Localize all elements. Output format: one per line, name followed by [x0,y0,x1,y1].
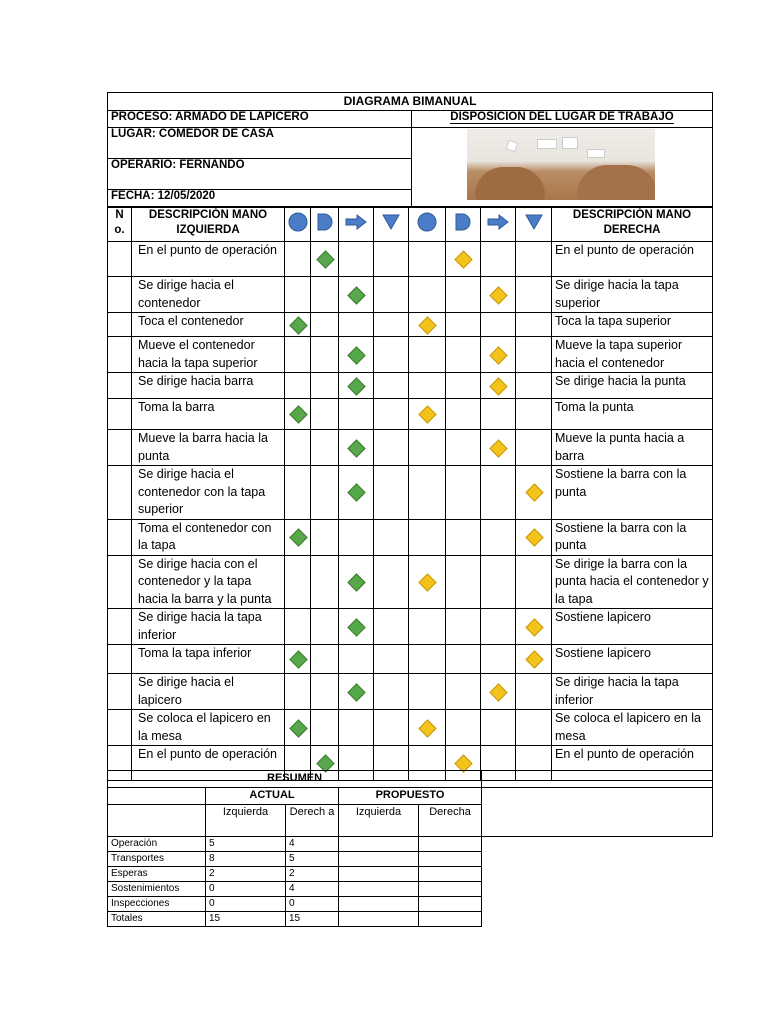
right-symbol-cell [481,277,516,313]
right-hand-description: Mueve la punta hacia a barra [552,430,713,466]
left-symbol-cell [311,373,339,399]
actual-header: ACTUAL [206,788,339,805]
table-row [108,337,713,373]
left-hand-description: Se dirige hacia el contenedor con la tapa superior [132,466,285,520]
right-hand-marker [489,286,507,304]
left-symbol-cell [374,645,409,674]
right-symbol-cell [409,555,446,609]
left-symbol-cell [311,313,339,337]
left-symbol-cell [285,519,311,555]
right-symbol-cell [446,710,481,746]
row-number [108,430,132,466]
right-hand-description: En el punto de operación [552,242,713,277]
left-hand-marker [289,316,307,334]
left-hand-description: Se dirige hacia el contenedor [132,277,285,313]
right-symbol-cell [481,674,516,710]
right-symbol-cell [446,519,481,555]
right-hand-description: Se dirige hacia la punta [552,373,713,399]
derecha-propuesto-header: Derecha [419,805,482,837]
left-hand-description: Se dirige hacia barra [132,373,285,399]
left-symbol-cell [311,242,339,277]
right-hand-marker [418,405,436,423]
right-symbol-cell [481,519,516,555]
right-symbol-cell [516,519,552,555]
summary-label: Operación [108,837,206,852]
row-number [108,242,132,277]
row-number [108,466,132,520]
left-symbol-cell [339,466,374,520]
left-symbol-cell [285,373,311,399]
row-number [108,710,132,746]
no-header: N o. [108,208,132,242]
izquierda-actual-header: Izquierda [206,805,286,837]
right-symbol-cell [516,337,552,373]
left-symbol-cell [311,399,339,430]
right-symbol-cell [516,466,552,520]
right-symbol-cell [446,399,481,430]
right-symbol-cell [446,373,481,399]
right-symbol-cell [409,242,446,277]
right-symbol-cell [409,337,446,373]
row-number [108,373,132,399]
table-header-row [108,208,713,242]
right-symbol-cell [516,373,552,399]
summary-derecha: 0 [286,897,339,912]
left-hand-marker [347,484,365,502]
left-symbol-cell [374,399,409,430]
summary-prop-izquierda [339,852,419,867]
left-symbol-cell [311,337,339,373]
left-hand-marker [289,528,307,546]
right-symbol-cell [481,337,516,373]
right-symbol-cell [409,277,446,313]
summary-row [108,852,713,867]
right-symbol-cell [516,277,552,313]
right-symbol-cell [446,609,481,645]
right-symbol-cell [409,645,446,674]
left-hand-marker [347,573,365,591]
left-symbol-cell [311,674,339,710]
left-hand-description: Se dirige hacia el lapicero [132,674,285,710]
summary-row [108,837,713,852]
right-symbol-cell [481,399,516,430]
left-symbol-cell [339,674,374,710]
right-symbol-cell [481,242,516,277]
summary-label: Transportes [108,852,206,867]
table-row [108,645,713,674]
left-symbol-cell [374,313,409,337]
summary-label: Sostenimientos [108,882,206,897]
row-number [108,555,132,609]
left-symbol-cell [311,645,339,674]
table-row [108,373,713,399]
left-symbol-cell [339,609,374,645]
left-symbol-cell [374,674,409,710]
summary-table [107,770,713,927]
right-symbol-cell [409,710,446,746]
resumen-title: RESUMEN [108,771,482,788]
right-symbol-cell [516,645,552,674]
right-hand-marker [489,683,507,701]
right-symbol-cell [516,242,552,277]
left-symbol-cell [285,242,311,277]
right-hand-marker [418,316,436,334]
left-symbol-cell [285,277,311,313]
table-row [108,674,713,710]
row-number [108,277,132,313]
right-symbol-cell [481,373,516,399]
summary-izquierda: 8 [206,852,286,867]
table-row [108,466,713,520]
right-symbol-cell [446,277,481,313]
left-symbol-cell [374,519,409,555]
right-symbol-cell [481,710,516,746]
left-symbol-cell [374,242,409,277]
left-hand-description: Se dirige hacia con el contenedor y la tapa hacia la barra y la punta [132,555,285,609]
proceso-label: PROCESO: ARMADO DE LAPICERO [108,111,412,128]
left-symbol-cell [285,430,311,466]
lugar-label: LUGAR: COMEDOR DE CASA [108,128,412,159]
summary-prop-izquierda [339,912,419,927]
right-hand-marker [525,484,543,502]
left-symbol-cell [311,277,339,313]
table-row [108,710,713,746]
summary-prop-izquierda [339,837,419,852]
summary-row [108,867,713,882]
right-hand-description: Sostiene lapicero [552,645,713,674]
right-symbol-cell [409,609,446,645]
left-hand-description: Toma la tapa inferior [132,645,285,674]
row-number [108,399,132,430]
summary-prop-derecha [419,852,482,867]
izquierda-propuesto-header: Izquierda [339,805,419,837]
right-hand-marker [489,377,507,395]
summary-label: Esperas [108,867,206,882]
right-symbol-cell [446,337,481,373]
left-symbol-cell [285,645,311,674]
right-symbol-cell [446,466,481,520]
right-hand-marker [525,618,543,636]
left-symbol-cell [285,710,311,746]
summary-blank [482,788,713,837]
triangle-storage-icon [516,208,552,242]
row-number [108,337,132,373]
left-hand-description: Toma la barra [132,399,285,430]
row-number [108,674,132,710]
left-hand-marker [289,719,307,737]
summary-izquierda: 2 [206,867,286,882]
left-symbol-cell [374,466,409,520]
summary-prop-derecha [419,897,482,912]
left-symbol-cell [285,555,311,609]
operario-label: OPERARIO: FERNANDO [108,159,412,190]
summary-prop-derecha [419,867,482,882]
table-row [108,313,713,337]
left-symbol-cell [311,466,339,520]
left-hand-description: En el punto de operación [132,746,285,781]
right-symbol-cell [481,466,516,520]
circle-operation-icon [285,208,311,242]
summary-prop-izquierda [339,867,419,882]
workplace-photo [467,129,655,200]
left-symbol-cell [339,519,374,555]
left-symbol-cell [374,373,409,399]
summary-row [108,912,713,927]
left-symbol-cell [285,337,311,373]
right-symbol-cell [481,609,516,645]
table-row [108,277,713,313]
right-symbol-cell [409,430,446,466]
left-symbol-cell [339,555,374,609]
left-hand-marker [289,650,307,668]
left-hand-description: Mueve el contenedor hacia la tapa superior [132,337,285,373]
summary-derecha: 2 [286,867,339,882]
right-symbol-cell [409,466,446,520]
left-symbol-cell [285,674,311,710]
left-hand-description: Toma el contenedor con la tapa [132,519,285,555]
table-row [108,399,713,430]
document-title: DIAGRAMA BIMANUAL [108,93,713,111]
disposicion-label: DISPOSICIÓN DEL LUGAR DE TRABAJO [412,111,713,128]
right-hand-marker [418,573,436,591]
left-symbol-cell [285,313,311,337]
left-symbol-cell [311,430,339,466]
right-hand-description: Toca la tapa superior [552,313,713,337]
right-hand-marker [489,439,507,457]
left-symbol-cell [339,710,374,746]
summary-derecha: 5 [286,852,339,867]
left-hand-description: Toca el contenedor [132,313,285,337]
left-symbol-cell [339,645,374,674]
summary-row [108,882,713,897]
left-symbol-cell [339,430,374,466]
right-symbol-cell [481,645,516,674]
summary-derecha: 15 [286,912,339,927]
left-hand-marker [347,618,365,636]
table-row [108,609,713,645]
summary-derecha: 4 [286,837,339,852]
right-symbol-cell [446,555,481,609]
left-desc-header: DESCRIPCIÓN MANO IZQUIERDA [132,208,285,242]
right-symbol-cell [409,519,446,555]
left-hand-marker [347,377,365,395]
summary-izquierda: 0 [206,897,286,912]
right-symbol-cell [516,313,552,337]
left-symbol-cell [339,373,374,399]
left-symbol-cell [311,609,339,645]
summary-izquierda: 0 [206,882,286,897]
right-hand-marker [525,650,543,668]
right-symbol-cell [409,313,446,337]
derecha-actual-header: Derech a [286,805,339,837]
arrow-transport-icon [481,208,516,242]
left-symbol-cell [285,399,311,430]
left-hand-marker [289,405,307,423]
row-number [108,313,132,337]
table-row [108,555,713,609]
left-symbol-cell [339,242,374,277]
left-symbol-cell [285,466,311,520]
triangle-storage-icon [374,208,409,242]
row-number [108,519,132,555]
left-symbol-cell [339,277,374,313]
summary-derecha: 4 [286,882,339,897]
right-hand-description: Se dirige la barra con la punta hacia el contenedor y la tapa [552,555,713,609]
summary-label: Totales [108,912,206,927]
right-desc-header: DESCRIPCIÓN MANO DERECHA [552,208,713,242]
fecha-label: FECHA: 12/05/2020 [108,190,412,207]
table-row [108,242,713,277]
left-hand-description: En el punto de operación [132,242,285,277]
summary-izquierda: 15 [206,912,286,927]
left-symbol-cell [311,519,339,555]
left-symbol-cell [311,710,339,746]
right-symbol-cell [446,242,481,277]
row-number [108,645,132,674]
right-hand-description: Sostiene la barra con la punta [552,519,713,555]
table-row [108,519,713,555]
left-symbol-cell [374,609,409,645]
d-shape-delay-icon [446,208,481,242]
right-symbol-cell [481,313,516,337]
left-symbol-cell [339,399,374,430]
right-symbol-cell [446,674,481,710]
row-number [108,609,132,645]
right-hand-description: Sostiene lapicero [552,609,713,645]
left-hand-marker [347,683,365,701]
arrow-transport-icon [339,208,374,242]
right-symbol-cell [516,430,552,466]
left-symbol-cell [339,337,374,373]
summary-prop-izquierda [339,882,419,897]
left-symbol-cell [374,555,409,609]
right-symbol-cell [516,710,552,746]
circle-operation-icon [409,208,446,242]
summary-row [108,897,713,912]
right-hand-description: Mueve la tapa superior hacia el contenedor [552,337,713,373]
bimanual-table [107,207,713,781]
right-symbol-cell [409,399,446,430]
right-symbol-cell [516,399,552,430]
summary-prop-izquierda [339,897,419,912]
left-symbol-cell [374,337,409,373]
left-hand-description: Se dirige hacia la tapa inferior [132,609,285,645]
summary-prop-derecha [419,837,482,852]
summary-prop-derecha [419,882,482,897]
left-symbol-cell [374,430,409,466]
propuesto-header: PROPUESTO [339,788,482,805]
left-hand-marker [347,439,365,457]
left-symbol-cell [311,555,339,609]
left-hand-description: Se coloca el lapicero en la mesa [132,710,285,746]
left-hand-marker [347,346,365,364]
right-hand-marker [418,719,436,737]
summary-izquierda: 5 [206,837,286,852]
right-symbol-cell [516,674,552,710]
right-symbol-cell [446,430,481,466]
right-hand-marker [525,528,543,546]
right-symbol-cell [409,674,446,710]
right-hand-description: Toma la punta [552,399,713,430]
right-hand-description: Se coloca el lapicero en la mesa [552,710,713,746]
right-hand-description: Sostiene la barra con la punta [552,466,713,520]
left-symbol-cell [285,609,311,645]
right-hand-description: Se dirige hacia la tapa superior [552,277,713,313]
right-symbol-cell [446,645,481,674]
left-symbol-cell [374,277,409,313]
d-shape-delay-icon [311,208,339,242]
right-hand-description: Se dirige hacia la tapa inferior [552,674,713,710]
right-symbol-cell [409,373,446,399]
left-symbol-cell [374,710,409,746]
left-symbol-cell [339,313,374,337]
right-symbol-cell [481,430,516,466]
right-symbol-cell [446,313,481,337]
summary-prop-derecha [419,912,482,927]
left-hand-description: Mueve la barra hacia la punta [132,430,285,466]
table-row [108,430,713,466]
left-hand-marker [347,286,365,304]
right-symbol-cell [481,555,516,609]
right-hand-description: En el punto de operación [552,746,713,781]
right-symbol-cell [516,609,552,645]
right-hand-marker [454,250,472,268]
left-hand-marker [316,250,334,268]
right-symbol-cell [516,555,552,609]
right-hand-marker [489,346,507,364]
summary-label: Inspecciones [108,897,206,912]
